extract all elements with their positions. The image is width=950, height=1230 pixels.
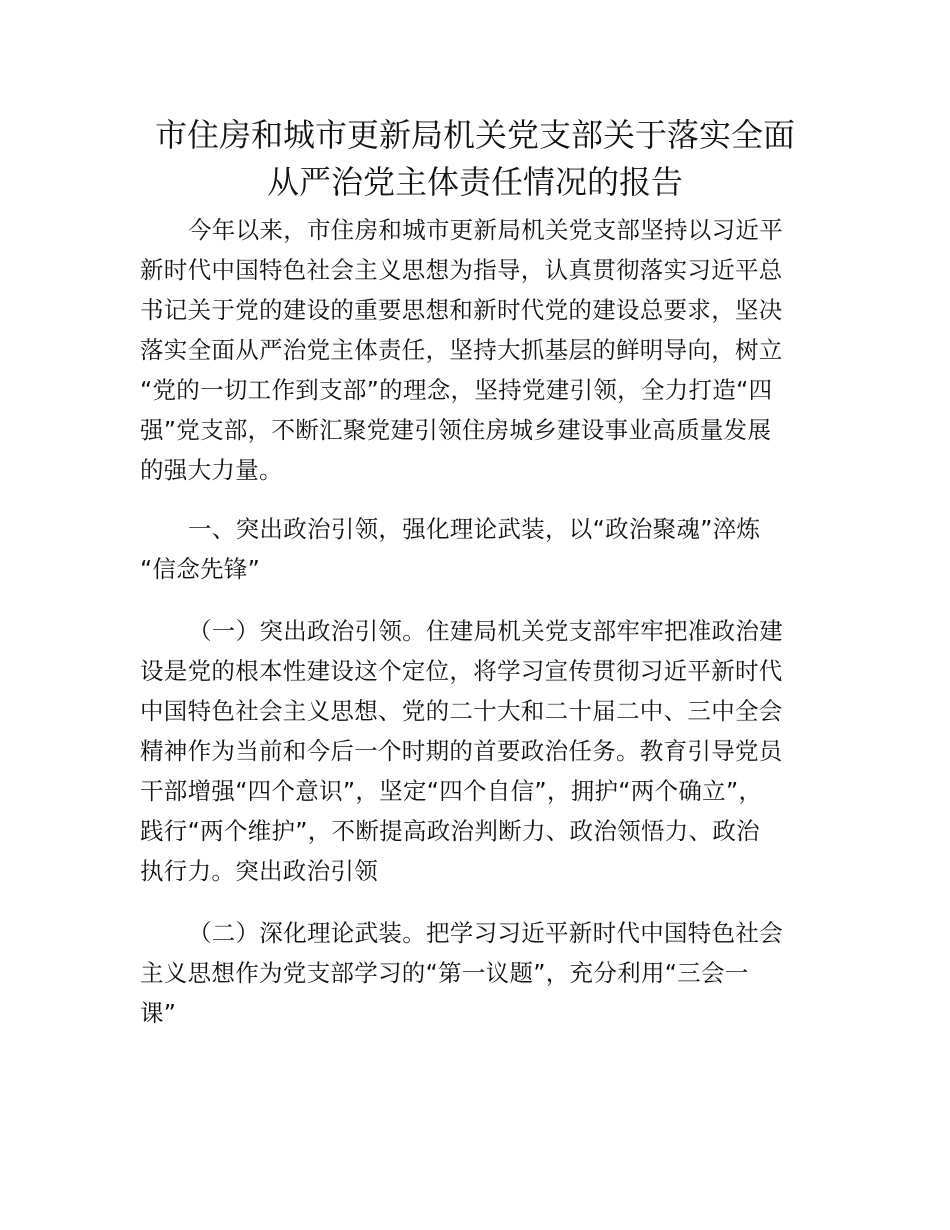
paragraph-line: 新时代中国特色社会主义思想为指导，认真贯彻落实习近平总 [140, 256, 783, 284]
title-line: 市住房和城市更新局机关党支部关于落实全面 [154, 116, 795, 154]
paragraph-line: （二）深化理论武装。把学习习近平新时代中国特色社会 [188, 919, 783, 947]
intro-paragraph [140, 210, 810, 490]
paragraph-line: “信念先锋” [140, 555, 261, 583]
paragraph-line: 践行“两个维护”，不断提高政治判断力、政治领悟力、政治 [140, 817, 760, 845]
paragraph-line: 设是党的根本性建设这个定位，将学习宣传贯彻习近平新时代 [140, 657, 783, 685]
paragraph-line: 今年以来，市住房和城市更新局机关党支部坚持以习近平 [188, 216, 783, 244]
paragraph-line: 干部增强“四个意识”，坚定“四个自信”，拥护“两个确立”， [140, 777, 763, 805]
paragraph-line: 书记关于党的建设的重要思想和新时代党的建设总要求，坚决 [140, 296, 783, 324]
title-line: 从严治党主体责任情况的报告 [266, 163, 683, 201]
paragraph-line: （一）突出政治引领。住建局机关党支部牢牢把准政治建 [188, 617, 783, 645]
paragraph-line: 一、突出政治引领，强化理论武装，以“政治聚魂”淬炼 [188, 515, 761, 543]
paragraph-line: 中国特色社会主义思想、党的二十大和二十届二中、三中全会 [140, 697, 783, 725]
section-heading-1 [140, 509, 810, 589]
paragraph-line: “党的一切工作到支部”的理念，坚持党建引领，全力打造“四 [140, 376, 773, 404]
paragraph-line: 的强大力量。 [140, 456, 283, 484]
paragraph-line: 精神作为当前和今后一个时期的首要政治任务。教育引导党员 [140, 737, 783, 765]
paragraph-line: 执行力。突出政治引领 [140, 857, 378, 885]
subsection-paragraph-2 [140, 913, 810, 1033]
subsection-paragraph-1 [140, 611, 810, 891]
paragraph-line: 课” [140, 999, 177, 1027]
paragraph-line: 主义思想作为党支部学习的“第一议题”，充分利用“三会一 [140, 959, 749, 987]
paragraph-line: 强”党支部，不断汇聚党建引领住房城乡建设事业高质量发展 [140, 416, 772, 444]
document-title [140, 112, 810, 206]
paragraph-line: 落实全面从严治党主体责任，坚持大抓基层的鲜明导向，树立 [140, 336, 783, 364]
